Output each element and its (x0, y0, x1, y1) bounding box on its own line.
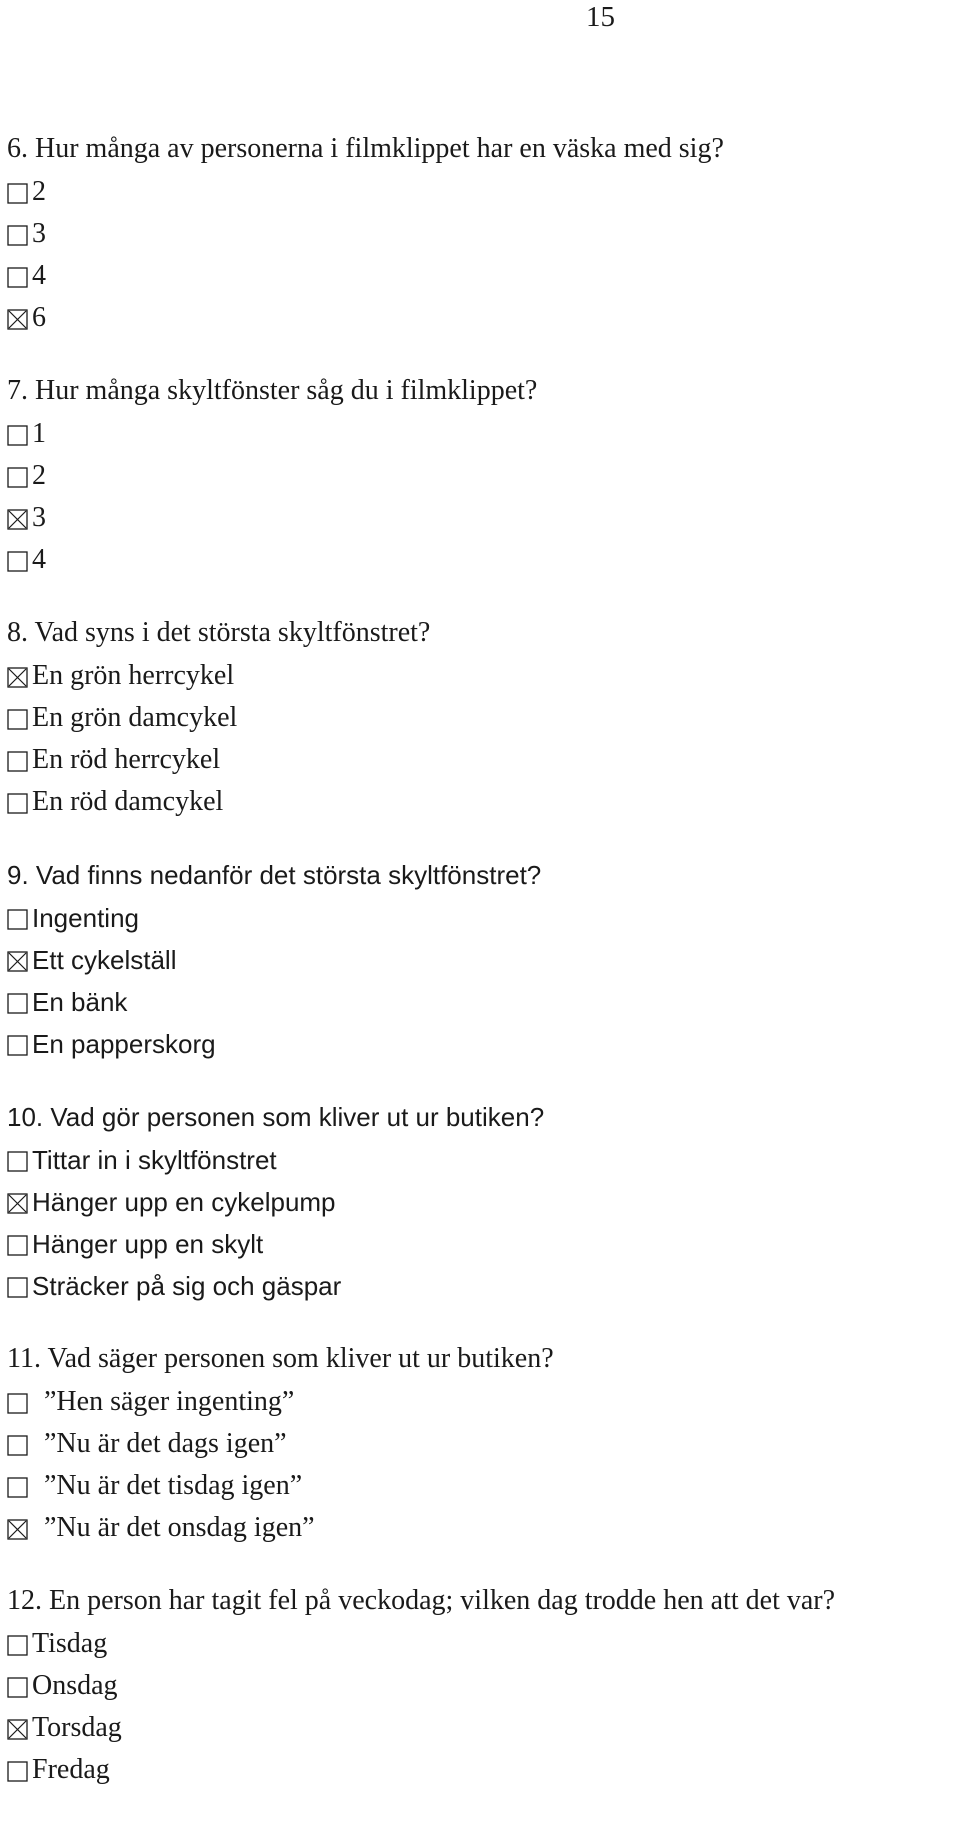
option[interactable] (7, 1623, 957, 1665)
questionnaire (7, 127, 957, 1821)
question-title: 11. Vad säger personen som kliver ut ur butiken? (7, 1343, 554, 1374)
option-label: 2 (32, 460, 46, 491)
checkbox-icon[interactable] (7, 1151, 28, 1172)
option-label: 3 (32, 218, 46, 249)
option-label: 3 (32, 502, 46, 533)
option[interactable] (7, 739, 957, 781)
option[interactable] (7, 897, 957, 939)
option[interactable] (7, 1381, 957, 1423)
option-label: En grön damcykel (32, 702, 238, 733)
option[interactable] (7, 1749, 957, 1791)
option[interactable] (7, 939, 957, 981)
checked-checkbox-icon[interactable] (7, 951, 28, 972)
option[interactable] (7, 1139, 957, 1181)
option[interactable] (7, 1665, 957, 1707)
question-title: 9. Vad finns nedanför det största skyltfönstret? (7, 860, 542, 890)
option-label: ”Hen säger ingenting” (44, 1386, 295, 1417)
option[interactable] (7, 539, 957, 581)
option[interactable] (7, 1707, 957, 1749)
checkbox-icon[interactable] (7, 993, 28, 1014)
option[interactable] (7, 981, 957, 1023)
checkbox-icon[interactable] (7, 267, 28, 288)
option-label: Tisdag (32, 1628, 108, 1659)
checkbox-icon[interactable] (7, 1435, 28, 1456)
option[interactable] (7, 1223, 957, 1265)
option-label: En grön herrcykel (32, 660, 235, 691)
option-label: 6 (32, 302, 46, 333)
question-title: 8. Vad syns i det största skyltfönstret? (7, 617, 431, 648)
option-label: ”Nu är det tisdag igen” (44, 1470, 303, 1501)
checkbox-icon[interactable] (7, 1035, 28, 1056)
page-number: 15 (586, 1, 615, 33)
checked-checkbox-icon[interactable] (7, 667, 28, 688)
option[interactable] (7, 213, 957, 255)
option[interactable] (7, 781, 957, 823)
checkbox-icon[interactable] (7, 1635, 28, 1656)
option-label: Sträcker på sig och gäspar (32, 1270, 342, 1301)
option-label: En bänk (32, 986, 128, 1017)
option-label: ”Nu är det dags igen” (44, 1428, 287, 1459)
checkbox-icon[interactable] (7, 225, 28, 246)
question-title: 10. Vad gör personen som kliver ut ur butiken? (7, 1102, 545, 1132)
checked-checkbox-icon[interactable] (7, 1719, 28, 1740)
option-label: 1 (32, 418, 46, 449)
option-label: Fredag (32, 1754, 110, 1785)
option[interactable] (7, 413, 957, 455)
option[interactable] (7, 1023, 957, 1065)
checkbox-icon[interactable] (7, 551, 28, 572)
option[interactable] (7, 1507, 957, 1549)
option-label: Hänger upp en skylt (32, 1228, 264, 1259)
option[interactable] (7, 455, 957, 497)
option-label: En papperskorg (32, 1028, 216, 1059)
question-title: 6. Hur många av personerna i filmklippet har en väska med sig? (7, 133, 724, 164)
checkbox-icon[interactable] (7, 1235, 28, 1256)
option[interactable] (7, 497, 957, 539)
option-label: ”Nu är det onsdag igen” (44, 1512, 315, 1543)
option-label: 4 (32, 544, 46, 575)
question-title: 7. Hur många skyltfönster såg du i filmklippet? (7, 375, 538, 406)
option-label: Hänger upp en cykelpump (32, 1186, 336, 1217)
question-title: 12. En person har tagit fel på veckodag; vilken dag trodde hen att det var? (7, 1585, 836, 1616)
question-9 (7, 853, 957, 1065)
checkbox-icon[interactable] (7, 1761, 28, 1782)
option-label: Ingenting (32, 902, 139, 933)
option-label: Onsdag (32, 1670, 118, 1701)
option[interactable] (7, 1465, 957, 1507)
checked-checkbox-icon[interactable] (7, 309, 28, 330)
question-8 (7, 611, 957, 823)
checked-checkbox-icon[interactable] (7, 1193, 28, 1214)
checkbox-icon[interactable] (7, 751, 28, 772)
checkbox-icon[interactable] (7, 467, 28, 488)
option-label: Tittar in i skyltfönstret (32, 1144, 277, 1175)
checked-checkbox-icon[interactable] (7, 1519, 28, 1540)
checkbox-icon[interactable] (7, 709, 28, 730)
option[interactable] (7, 1181, 957, 1223)
option[interactable] (7, 697, 957, 739)
checkbox-icon[interactable] (7, 1277, 28, 1298)
option-label: En röd damcykel (32, 786, 224, 817)
option-label: En röd herrcykel (32, 744, 221, 775)
option-label: 4 (32, 260, 46, 291)
option[interactable] (7, 297, 957, 339)
checkbox-icon[interactable] (7, 183, 28, 204)
checkbox-icon[interactable] (7, 1477, 28, 1498)
option[interactable] (7, 255, 957, 297)
checkbox-icon[interactable] (7, 425, 28, 446)
option-label: Ett cykelställ (32, 944, 177, 975)
option-label: Torsdag (32, 1712, 122, 1743)
option[interactable] (7, 1265, 957, 1307)
question-10 (7, 1095, 957, 1307)
question-11 (7, 1337, 957, 1549)
checkbox-icon[interactable] (7, 1677, 28, 1698)
option[interactable] (7, 171, 957, 213)
option[interactable] (7, 655, 957, 697)
question-7 (7, 369, 957, 581)
checked-checkbox-icon[interactable] (7, 509, 28, 530)
checkbox-icon[interactable] (7, 1393, 28, 1414)
question-6 (7, 127, 957, 339)
option[interactable] (7, 1423, 957, 1465)
option-label: 2 (32, 176, 46, 207)
checkbox-icon[interactable] (7, 909, 28, 930)
checkbox-icon[interactable] (7, 793, 28, 814)
question-12 (7, 1579, 957, 1791)
